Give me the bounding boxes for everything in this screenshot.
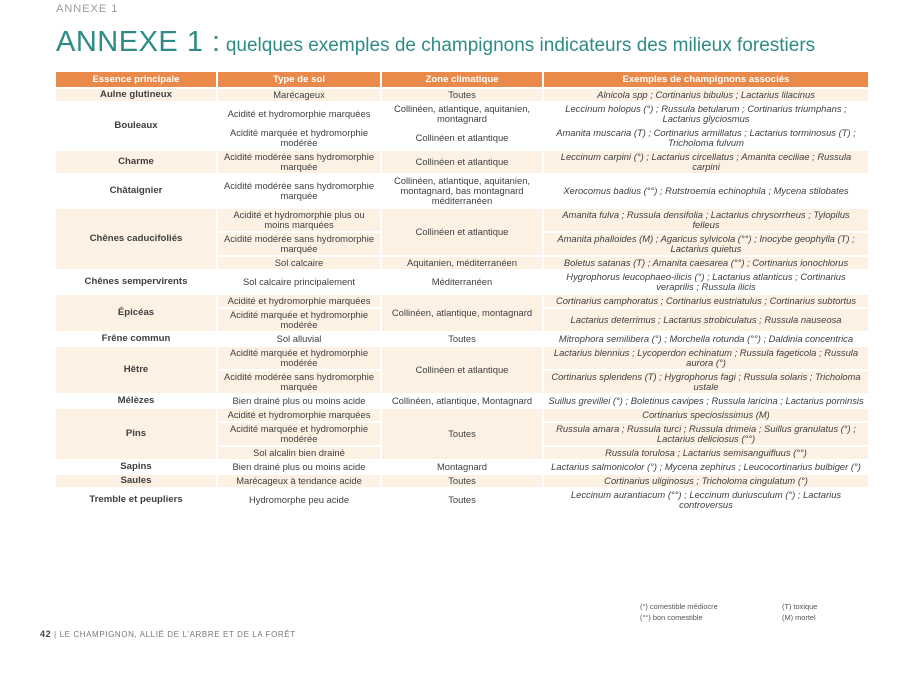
sol-cell: Acidité modérée sans hydromorphie marquée <box>218 151 380 173</box>
table-row <box>56 175 868 207</box>
sol-cell: Bien drainé plus ou moins acide <box>218 395 380 407</box>
example-cell: Suillus grevillei (°) ; Boletinus cavipes ; Russula laricina ; Lactarius porninsis <box>544 395 868 407</box>
example-cell: Russula amara ; Russula turci ; Russula drimeia ; Suillus granulatus (°) ; Lactarius deliciosus (°°) <box>544 423 868 445</box>
essence-cell: Épicéas <box>56 295 216 331</box>
sol-cell: Marécageux à tendance acide <box>218 475 380 487</box>
essence-cell: Chênes sempervirents <box>56 271 216 293</box>
sol-cell: Acidité et hydromorphie marquées <box>218 103 380 125</box>
example-cell: Lactarius salmonicolor (°) ; Mycena zephirus ; Leucocortinarius bulbiger (°) <box>544 461 868 473</box>
zone-cell: Collinéen et atlantique <box>382 209 542 255</box>
title-main: ANNEXE 1 : <box>56 26 221 58</box>
sol-cell: Acidité modérée sans hydromorphie marquée <box>218 175 380 207</box>
essence-cell: Aulne glutineux <box>56 89 216 101</box>
table-row <box>56 151 868 173</box>
table-row <box>56 461 868 473</box>
sol-cell: Acidité modérée sans hydromorphie marquée <box>218 371 380 393</box>
sol-cell: Acidité marquée et hydromorphie modérée <box>218 127 380 149</box>
table-row <box>56 271 868 293</box>
table-row <box>56 395 868 407</box>
table-row <box>56 409 868 421</box>
header-zone: Zone climatique <box>382 72 542 87</box>
essence-cell: Sapins <box>56 461 216 473</box>
example-cell: Cortinarius speciosissimus (M) <box>544 409 868 421</box>
legend-item: (°°) bon comestible <box>640 613 703 622</box>
zone-cell: Collinéen, atlantique, Montagnard <box>382 395 542 407</box>
example-cell: Cortinarius uliginosus ; Tricholoma cingulatum (°) <box>544 475 868 487</box>
essence-cell: Mélèzes <box>56 395 216 407</box>
essence-cell: Bouleaux <box>56 103 216 149</box>
sol-cell: Acidité marquée et hydromorphie modérée <box>218 309 380 331</box>
sol-cell: Sol calcaire <box>218 257 380 269</box>
header-essence: Essence principale <box>56 72 216 87</box>
essence-cell: Pins <box>56 409 216 459</box>
example-cell: Alnicola spp ; Cortinarius bibulus ; Lactarius lilacinus <box>544 89 868 101</box>
zone-cell: Toutes <box>382 333 542 345</box>
sol-cell: Sol calcaire principalement <box>218 271 380 293</box>
legend-edibility <box>640 601 718 623</box>
zone-cell: Toutes <box>382 89 542 101</box>
example-cell: Mitrophora semilibera (°) ; Morchella rotunda (°°) ; Daldinia concentrica <box>544 333 868 345</box>
zone-cell: Collinéen et atlantique <box>382 347 542 393</box>
sol-cell: Hydromorphe peu acide <box>218 489 380 511</box>
legend-item: (T) toxique <box>782 602 818 611</box>
header-sol: Type de sol <box>218 72 380 87</box>
footer-text: LE CHAMPIGNON, ALLIÉ DE L'ARBRE ET DE LA FORÊT <box>59 630 296 639</box>
zone-cell: Collinéen, atlantique, aquitanien, montagnard, bas montagnard méditerranéen <box>382 175 542 207</box>
sol-cell: Sol alluvial <box>218 333 380 345</box>
essence-cell: Chênes caducifoliés <box>56 209 216 269</box>
sol-cell: Bien drainé plus ou moins acide <box>218 461 380 473</box>
zone-cell: Toutes <box>382 409 542 459</box>
example-cell: Leccinum aurantiacum (°°) ; Leccinum duriusculum (°) ; Lactarius controversus <box>544 489 868 511</box>
footer-separator: | <box>54 630 60 639</box>
page-footer <box>40 629 296 639</box>
title-subtitle: quelques exemples de champignons indicateurs des milieux forestiers <box>220 35 816 56</box>
running-head: ANNEXE 1 <box>56 3 119 15</box>
table-row <box>56 209 868 231</box>
zone-cell: Montagnard <box>382 461 542 473</box>
example-cell: Amanita muscaria (T) ; Cortinarius armillatus ; Lactarius torminosus (T) ; Tricholoma fulvum <box>544 127 868 149</box>
header-exemples: Exemples de champignons associés <box>544 72 868 87</box>
sol-cell: Acidité et hydromorphie plus ou moins marquées <box>218 209 380 231</box>
example-cell: Cortinarius camphoratus ; Cortinarius eustriatulus ; Cortinarius subtortus <box>544 295 868 307</box>
example-cell: Lactarius blennius ; Lycoperdon echinatum ; Russula fageticola ; Russula aurora (°) <box>544 347 868 369</box>
zone-cell: Collinéen et atlantique <box>382 151 542 173</box>
essence-cell: Châtaignier <box>56 175 216 207</box>
legend-item: (M) mortel <box>782 613 816 622</box>
sol-cell: Sol alcalin bien drainé <box>218 447 380 459</box>
sol-cell: Acidité et hydromorphie marquées <box>218 409 380 421</box>
zone-cell: Toutes <box>382 489 542 511</box>
example-cell: Leccinum holopus (°) ; Russula betularum ; Cortinarius triumphans ; Lactarius glyciosmus <box>544 103 868 125</box>
example-cell: Russula torulosa ; Lactarius semisanguifluus (°°) <box>544 447 868 459</box>
table-row <box>56 333 868 345</box>
table-body <box>56 89 868 511</box>
sol-cell: Acidité modérée sans hydromorphie marquée <box>218 233 380 255</box>
sol-cell: Marécageux <box>218 89 380 101</box>
example-cell: Leccinum carpini (°) ; Lactarius circellatus ; Amanita ceciliae ; Russula carpini <box>544 151 868 173</box>
table-row <box>56 295 868 307</box>
sol-cell: Acidité marquée et hydromorphie modérée <box>218 347 380 369</box>
zone-cell: Collinéen, atlantique, montagnard <box>382 295 542 331</box>
sol-cell: Acidité et hydromorphie marquées <box>218 295 380 307</box>
table-row <box>56 347 868 369</box>
zone-cell: Collinéen, atlantique, aquitanien, montagnard <box>382 103 542 125</box>
essence-cell: Hêtre <box>56 347 216 393</box>
table-row <box>56 103 868 125</box>
essence-cell: Charme <box>56 151 216 173</box>
example-cell: Xerocomus badius (°°) ; Rutstroemia echinophila ; Mycena stilobates <box>544 175 868 207</box>
zone-cell: Toutes <box>382 475 542 487</box>
example-cell: Lactarius deterrimus ; Lactarius strobiculatus ; Russula nauseosa <box>544 309 868 331</box>
example-cell: Boletus satanas (T) ; Amanita caesarea (°°) ; Cortinarius ionochlorus <box>544 257 868 269</box>
example-cell: Amanita phalloides (M) ; Agaricus sylvicola (°°) ; Inocybe geophylla (T) ; Lactarius quietus <box>544 233 868 255</box>
essence-cell: Frêne commun <box>56 333 216 345</box>
example-cell: Cortinarius splendens (T) ; Hygrophorus fagi ; Russula solaris ; Tricholoma ustale <box>544 371 868 393</box>
sol-cell: Acidité marquée et hydromorphie modérée <box>218 423 380 445</box>
page-number: 42 <box>40 629 52 639</box>
example-cell: Hygrophorus leucophaeo-ilicis (°) ; Lactarius atlanticus ; Cortinarius veraprilis ; Russula ilicis <box>544 271 868 293</box>
zone-cell: Aquitanien, méditerranéen <box>382 257 542 269</box>
essence-cell: Saules <box>56 475 216 487</box>
zone-cell: Collinéen et atlantique <box>382 127 542 149</box>
table-header-row <box>56 72 868 87</box>
table-row <box>56 475 868 487</box>
zone-cell: Méditerranéen <box>382 271 542 293</box>
mushroom-table <box>54 70 870 513</box>
page-title <box>56 26 815 59</box>
table-row <box>56 89 868 101</box>
essence-cell: Tremble et peupliers <box>56 489 216 511</box>
legend-item: (°) comestible médiocre <box>640 602 718 611</box>
table-row <box>56 489 868 511</box>
example-cell: Amanita fulva ; Russula densifolia ; Lactarius chrysorrheus ; Tylopilus felleus <box>544 209 868 231</box>
legend-toxicity <box>782 601 817 623</box>
